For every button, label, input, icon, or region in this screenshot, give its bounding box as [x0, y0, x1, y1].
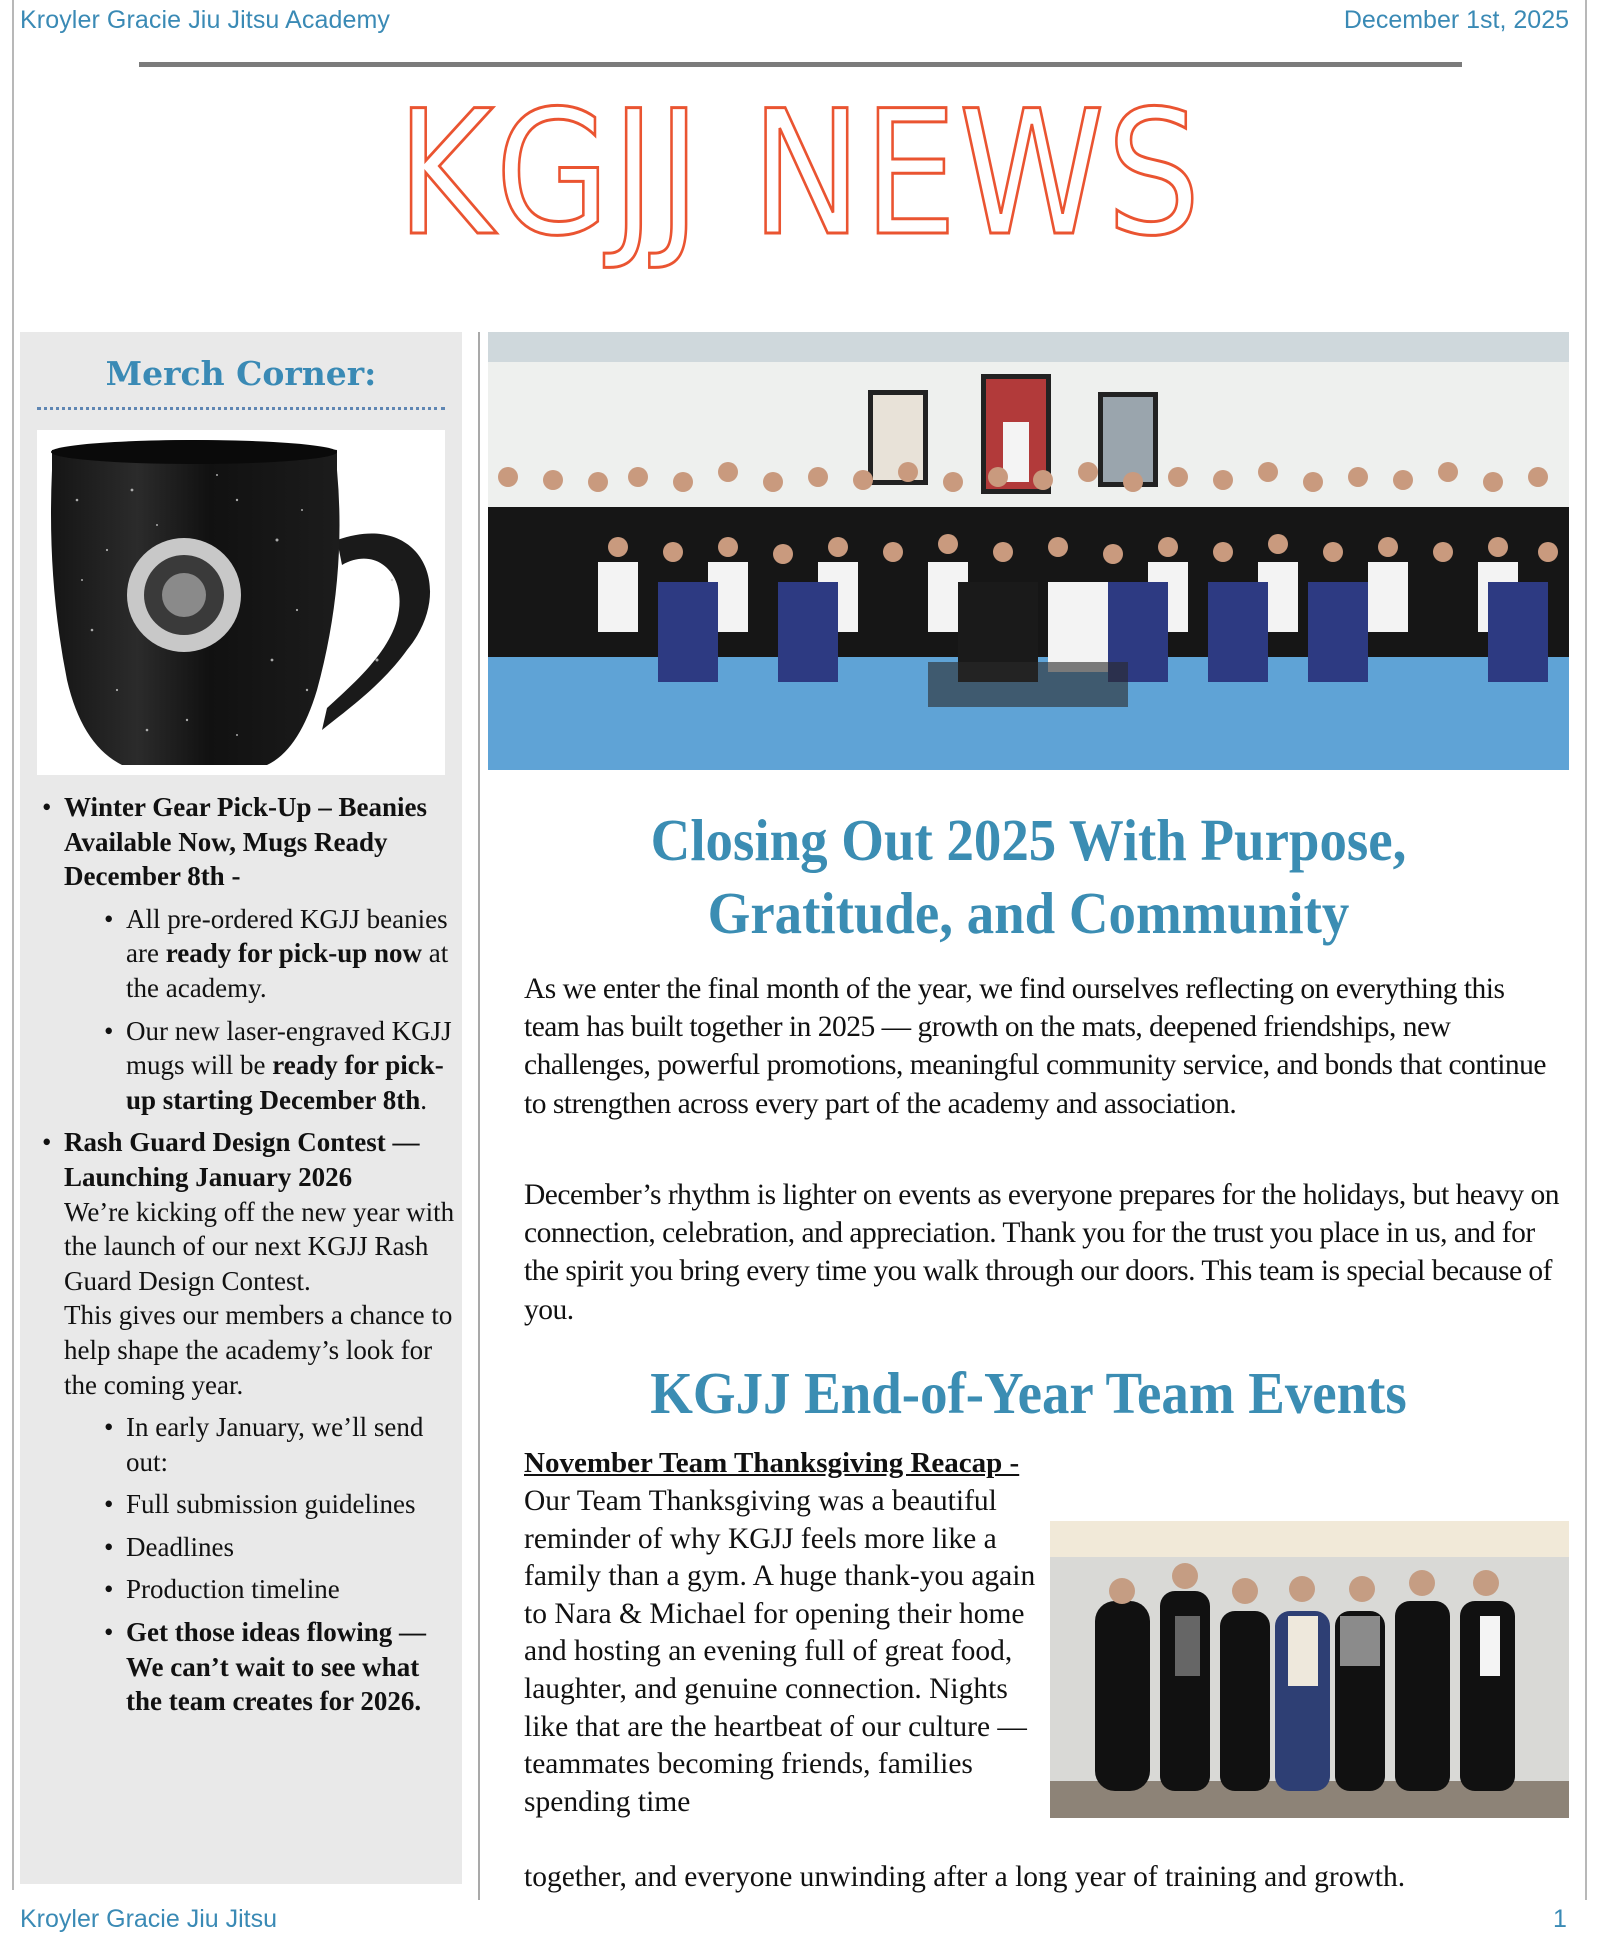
list-item-guidelines: • Full submission guidelines	[64, 1487, 455, 1522]
rash-guard-title: Rash Guard Design Contest — Launching January 2026	[64, 1127, 420, 1192]
sidebar-title: Merch Corner:	[105, 354, 377, 393]
list-item-rash-guard	[30, 1125, 455, 1719]
column-divider	[478, 332, 480, 1900]
list-item-send-out: • In early January, we’ll send out:	[64, 1410, 455, 1479]
header-rule	[139, 62, 1462, 67]
thanksgiving-photo-illustration	[1050, 1521, 1569, 1818]
headline-team-events: KGJJ End-of-Year Team Events	[650, 1360, 1407, 1426]
thanksgiving-text: Our Team Thanksgiving was a beautiful reminder of why KGJJ feels more like a family than a gym. A huge thank-you again to Nara & Michael for opening their home and hosting an evening full of great food, laughter, and genuine connection. Nights like that are the heartbeat of our culture — teammates becoming friends, families spending time	[524, 1485, 1036, 1818]
mugs-bold: ready for pick-up starting December 8th	[126, 1050, 444, 1115]
winter-gear-title: Winter Gear Pick-Up – Beanies Available Now, Mugs Ready December 8th -	[64, 792, 427, 892]
mug-image	[37, 430, 445, 775]
list-item-closing	[64, 1615, 455, 1719]
headline-closing-2025: Closing Out 2025 With Purpose, Gratitude, and Community	[650, 807, 1407, 946]
list-item-beanies	[64, 902, 455, 1006]
rash-guard-text1: We’re kicking off the new year with the launch of our next KGJJ Rash Guard Design Contest.	[64, 1196, 455, 1296]
rash-guard-text2: This gives our members a chance to help shape the academy’s look for the coming year.	[64, 1300, 453, 1400]
mug-illustration	[37, 430, 445, 775]
footer-academy-name: Kroyler Gracie Jiu Jitsu	[20, 1905, 278, 1933]
merch-sidebar	[20, 332, 462, 1884]
team-photo-illustration	[488, 332, 1569, 770]
beanies-bold: ready for pick-up now	[165, 938, 423, 969]
list-item-winter-gear	[30, 790, 455, 1117]
header-date: December 1st, 2025	[1343, 6, 1569, 34]
closing-bold: Get those ideas flowing — We can’t wait to see what the team creates for 2026.	[126, 1617, 426, 1717]
page-border-left	[12, 0, 14, 1890]
dotted-divider	[37, 407, 445, 410]
thanksgiving-photo	[1050, 1521, 1569, 1818]
beanies-text: All pre-ordered KGJJ beanies are	[126, 903, 448, 969]
list-item-deadlines: • Deadlines	[64, 1530, 455, 1565]
list-item-timeline: • Production timeline	[64, 1572, 455, 1607]
header-academy-name: Kroyler Gracie Jiu Jitsu Academy	[20, 6, 390, 34]
beanies-text-end: at the academy.	[126, 938, 449, 1003]
merch-list	[30, 790, 455, 1727]
thanksgiving-text-end: together, and everyone unwinding after a long year of training and growth.	[524, 1861, 1406, 1893]
page-border-right	[1585, 0, 1587, 1900]
december-paragraph: December’s rhythm is lighter on events as everyone prepares for the holidays, but heavy on connection, celebration, and appreciation. Thank you for the trust you place in us, and for the spirit you bring every time you walk through our doors. This team is special because of you.	[524, 1179, 1559, 1326]
thanksgiving-title: November Team Thanksgiving Reacap -	[524, 1447, 1020, 1479]
masthead	[0, 73, 1599, 274]
list-item-mugs	[64, 1014, 455, 1118]
team-photo	[488, 332, 1569, 770]
footer-page-number: 1	[1553, 1905, 1567, 1933]
masthead-title: KGJJ NEWS	[396, 73, 1203, 274]
mugs-text-end: .	[420, 1084, 427, 1115]
intro-paragraph: As we enter the final month of the year, we find ourselves reflecting on everything this team has built together in 2025 — growth on the mats, deepened friendships, new challenges, powerful promotions, meaningful community service, and bonds that continue to strengthen across every part of the academy and association.	[524, 973, 1547, 1120]
mugs-text: Our new laser-engraved KGJJ mugs will be	[126, 1015, 452, 1081]
